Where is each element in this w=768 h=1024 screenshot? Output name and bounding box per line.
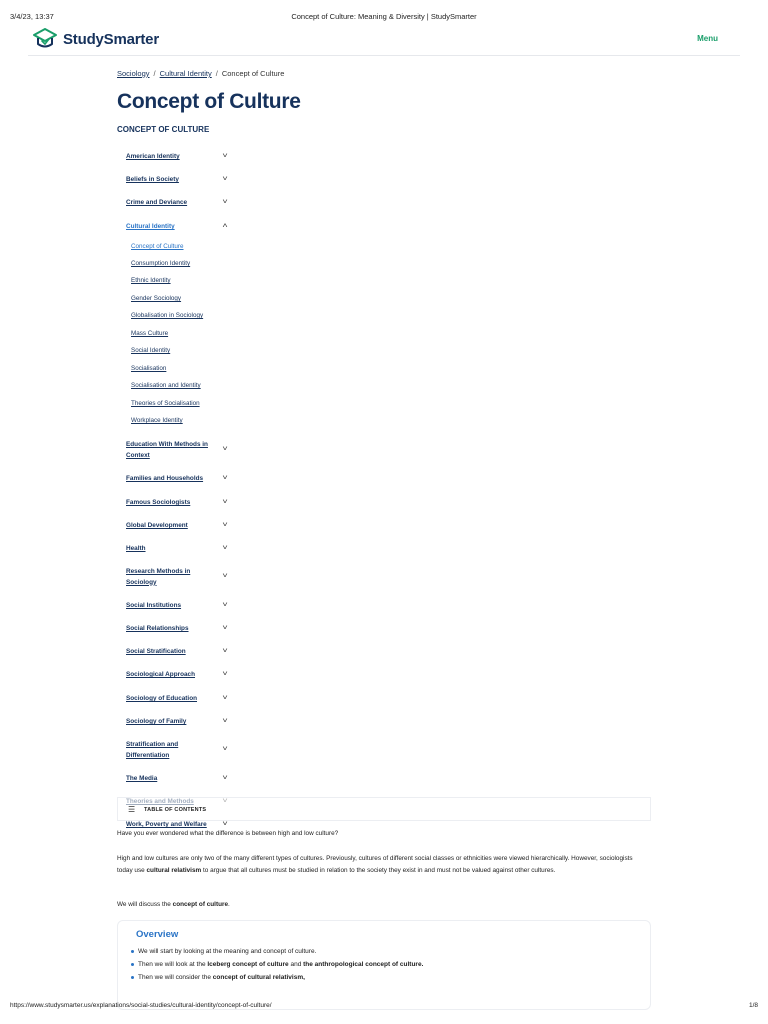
nav-item-label: Global Development <box>126 522 188 529</box>
chevron-down-icon: ˅ <box>222 821 228 828</box>
text-span: Then we will consider the <box>138 974 213 981</box>
nav-item-research-methods[interactable] <box>126 567 238 588</box>
chevron-down-icon: ˅ <box>222 671 228 678</box>
nav-item-label: Sociology of Education <box>126 695 198 702</box>
text-span: and <box>288 961 304 968</box>
text-span: We will start by looking at the meaning and concept of culture. <box>138 948 317 955</box>
sub-item-socialisation-and-identity[interactable]: Socialisation and Identity <box>131 382 201 389</box>
chevron-down-icon: ˅ <box>222 446 228 453</box>
chevron-down-icon: ˅ <box>222 153 228 160</box>
nav-item-label: Health <box>126 545 146 552</box>
breadcrumb <box>117 69 284 78</box>
paragraph-cultural-relativism <box>117 853 647 876</box>
nav-item-the-media[interactable] <box>126 774 238 785</box>
nav-item-label: Cultural Identity <box>126 223 175 230</box>
chevron-up-icon: ˄ <box>222 223 228 230</box>
nav-item-sociological-approach[interactable] <box>126 670 238 681</box>
breadcrumb-separator: / <box>153 69 156 78</box>
nav-item-famous-sociologists[interactable] <box>126 498 238 509</box>
nav-item-social-stratification[interactable] <box>126 647 238 658</box>
intro-paragraph: Have you ever wondered what the difference is between high and low culture? <box>117 830 339 837</box>
print-footer <box>10 1002 758 1012</box>
nav-item-crime-and-deviance[interactable] <box>126 198 238 209</box>
sub-item-socialisation[interactable]: Socialisation <box>131 365 167 372</box>
print-page-number: 1/8 <box>748 1002 758 1009</box>
chevron-down-icon: ˅ <box>222 746 228 753</box>
nav-item-sociology-of-family[interactable] <box>126 717 238 728</box>
text-span: to argue that all cultures must be studied in relation to the society they exist in and must not be valued against other cultures. <box>201 866 556 874</box>
bold-term: Iceberg concept of culture <box>207 961 289 968</box>
chevron-down-icon: ˅ <box>222 199 228 206</box>
nav-item-label: Famous Sociologists <box>126 499 191 506</box>
print-date: 3/4/23, 13:37 <box>10 12 54 21</box>
nav-item-label: Work, Poverty and Welfare <box>126 821 207 828</box>
nav-item-families-and-households[interactable] <box>126 474 238 485</box>
nav-item-sociology-of-education[interactable] <box>126 694 238 705</box>
nav-item-label: Sociological Approach <box>126 671 196 678</box>
section-title: CONCEPT OF CULTURE <box>117 125 210 134</box>
table-of-contents-bar[interactable] <box>117 797 651 821</box>
chevron-down-icon: ˅ <box>222 545 228 552</box>
sub-item-globalisation-in-sociology[interactable]: Globalisation in Sociology <box>131 312 204 319</box>
chevron-down-icon: ˅ <box>222 695 228 702</box>
nav-item-label: American Identity <box>126 153 180 160</box>
chevron-down-icon: ˅ <box>222 718 228 725</box>
chevron-down-icon: ˅ <box>222 475 228 482</box>
nav-item-stratification-and-differentiation[interactable] <box>126 740 238 761</box>
nav-item-label: Research Methods in Sociology <box>126 568 191 586</box>
text-span: Then we will look at the <box>138 961 208 968</box>
graduation-cap-logo-icon <box>32 27 58 51</box>
sub-item-workplace-identity[interactable]: Workplace Identity <box>131 417 183 424</box>
chevron-down-icon: ˅ <box>222 499 228 506</box>
sub-item-consumption-identity[interactable]: Consumption Identity <box>131 260 191 267</box>
nav-item-label: Beliefs in Society <box>126 176 179 183</box>
text-span: . <box>228 901 230 908</box>
chevron-down-icon: ˅ <box>222 775 228 782</box>
sub-item-mass-culture[interactable]: Mass Culture <box>131 330 169 337</box>
list-icon: ☰ <box>128 805 136 814</box>
paragraph-discussion <box>117 899 647 911</box>
overview-title: Overview <box>136 929 179 940</box>
page-title: Concept of Culture <box>117 90 301 113</box>
sub-item-gender-sociology[interactable]: Gender Sociology <box>131 295 182 302</box>
bold-term: cultural relativism <box>146 866 202 874</box>
nav-item-global-development[interactable] <box>126 521 238 532</box>
nav-item-label: Crime and Deviance <box>126 199 188 206</box>
print-url: https://www.studysmarter.us/explanations/social-studies/cultural-identity/concept-of-culture/ <box>10 1002 272 1009</box>
nav-item-education-with-methods[interactable] <box>126 440 238 461</box>
nav-item-label: The Media <box>126 775 158 782</box>
sub-item-theories-of-socialisation[interactable]: Theories of Socialisation <box>131 400 200 407</box>
chevron-down-icon: ˅ <box>222 625 228 632</box>
list-item <box>132 945 423 958</box>
list-item <box>132 958 423 971</box>
sub-item-social-identity[interactable]: Social Identity <box>131 347 171 354</box>
text-span: We will discuss the <box>117 901 173 908</box>
breadcrumb-link-cultural-identity[interactable]: Cultural Identity <box>159 69 212 78</box>
nav-item-label: Families and Households <box>126 475 204 482</box>
overview-list <box>132 945 423 984</box>
nav-item-label: Social Institutions <box>126 602 182 609</box>
chevron-down-icon: ˅ <box>222 648 228 655</box>
nav-item-social-relationships[interactable] <box>126 624 238 635</box>
nav-item-beliefs-in-society[interactable] <box>126 175 238 186</box>
breadcrumb-current: Concept of Culture <box>221 69 285 78</box>
bold-term: concept of cultural relativism, <box>212 974 305 981</box>
toc-label: TABLE OF CONTENTS <box>144 807 207 813</box>
menu-button[interactable]: Menu <box>697 34 718 43</box>
chevron-down-icon: ˅ <box>222 176 228 183</box>
sub-item-ethnic-identity[interactable]: Ethnic Identity <box>131 277 171 284</box>
breadcrumb-separator: / <box>215 69 218 78</box>
print-title: Concept of Culture: Meaning & Diversity | StudySmarter <box>291 12 477 21</box>
top-navigation-bar <box>28 24 740 56</box>
bold-term: the anthropological concept of culture. <box>303 961 424 968</box>
print-header <box>10 12 758 22</box>
breadcrumb-link-sociology[interactable]: Sociology <box>117 69 150 78</box>
logo-text: StudySmarter <box>63 30 159 48</box>
chevron-down-icon: ˅ <box>222 573 228 580</box>
nav-item-label: Sociology of Family <box>126 718 187 725</box>
chevron-down-icon: ˅ <box>222 522 228 529</box>
list-item <box>132 971 423 984</box>
sub-item-concept-of-culture[interactable]: Concept of Culture <box>131 243 184 250</box>
nav-item-label: Stratification and Differentiation <box>126 741 179 759</box>
overview-box <box>117 920 651 1010</box>
bold-term: concept of culture <box>172 901 229 908</box>
nav-item-american-identity[interactable] <box>126 152 238 163</box>
nav-item-label: Social Relationships <box>126 625 189 632</box>
nav-item-label: Social Stratification <box>126 648 186 655</box>
nav-item-health[interactable] <box>126 544 238 555</box>
nav-item-label: Education With Methods in Context <box>126 441 208 459</box>
logo[interactable] <box>32 27 159 51</box>
chevron-down-icon: ˅ <box>222 602 228 609</box>
text-span: High and low cultures are only two of the many different types of cultures. Previously, cultures of different social classes or ethnicities were viewed hierarchically. However, sociologists today use <box>117 855 633 874</box>
nav-item-social-institutions[interactable] <box>126 601 238 612</box>
nav-item-cultural-identity[interactable] <box>126 222 238 233</box>
